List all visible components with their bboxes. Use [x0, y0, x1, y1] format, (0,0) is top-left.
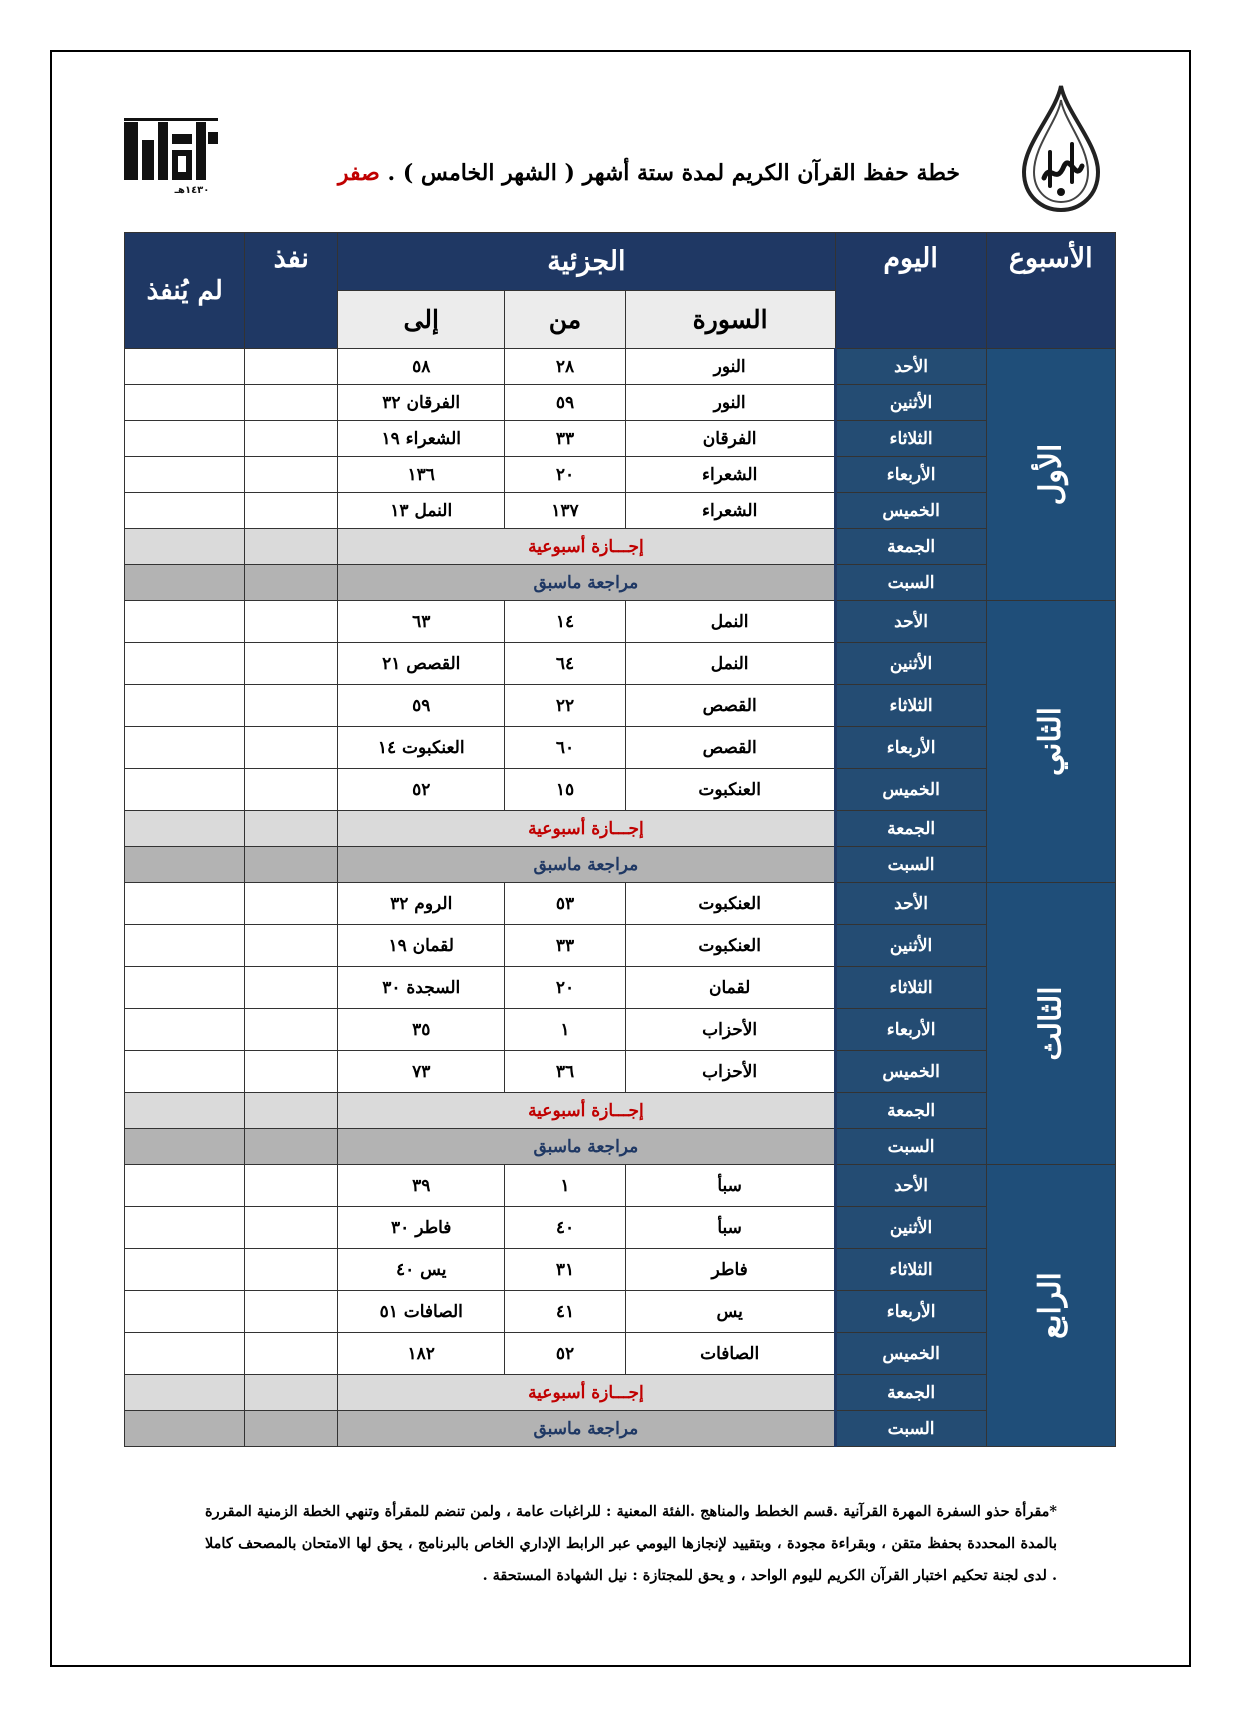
header-from: من	[505, 291, 625, 349]
review-row	[125, 1129, 1116, 1165]
surah-cell: الأحزاب	[625, 1009, 835, 1051]
week-label-cell	[986, 601, 1115, 883]
day-cell: الثلاثاء	[835, 685, 986, 727]
surah-cell: لقمان	[625, 967, 835, 1009]
surah-cell: النور	[625, 349, 835, 385]
week-label: الأول	[1033, 443, 1069, 506]
surah-cell: الفرقان	[625, 421, 835, 457]
plan-row	[125, 349, 1116, 385]
header-day: اليوم	[835, 233, 986, 349]
not-done-checkbox-cell[interactable]	[125, 1207, 245, 1249]
maqraa-drop-logo	[1016, 82, 1106, 214]
day-cell: الأربعاء	[835, 457, 986, 493]
to-cell: ٦٣	[338, 601, 505, 643]
holiday-row	[125, 811, 1116, 847]
weekly-holiday-label: إجـــازة أسبوعية	[338, 811, 836, 847]
to-cell: القصص ٢١	[338, 643, 505, 685]
day-cell: الخميس	[835, 1333, 986, 1375]
institute-logo	[122, 118, 220, 196]
to-cell: العنكبوت ١٤	[338, 727, 505, 769]
day-cell: الأثنين	[835, 385, 986, 421]
plan-row	[125, 643, 1116, 685]
not-done-checkbox-cell[interactable]	[125, 493, 245, 529]
done-checkbox-cell[interactable]	[245, 685, 338, 727]
surah-cell: العنكبوت	[625, 925, 835, 967]
day-cell: الجمعة	[835, 1375, 986, 1411]
plan-row	[125, 727, 1116, 769]
not-done-checkbox-cell	[125, 1129, 245, 1165]
title-text: خطة حفظ القرآن الكريم لمدة ستة أشهر ( الشهر الخامس ) .	[387, 160, 960, 186]
from-cell: ٥٩	[505, 385, 625, 421]
title-month: صفر	[337, 160, 380, 186]
day-cell: الجمعة	[835, 811, 986, 847]
week-label: الثالث	[1033, 986, 1069, 1061]
day-cell: الأحد	[835, 883, 986, 925]
done-checkbox-cell[interactable]	[245, 457, 338, 493]
surah-cell: الأحزاب	[625, 1051, 835, 1093]
plan-row	[125, 457, 1116, 493]
not-done-checkbox-cell[interactable]	[125, 643, 245, 685]
surah-cell: العنكبوت	[625, 883, 835, 925]
header-done: نفذ	[245, 233, 338, 349]
done-checkbox-cell	[245, 847, 338, 883]
plan-row	[125, 883, 1116, 925]
done-checkbox-cell[interactable]	[245, 769, 338, 811]
not-done-checkbox-cell[interactable]	[125, 727, 245, 769]
not-done-checkbox-cell	[125, 529, 245, 565]
done-checkbox-cell[interactable]	[245, 601, 338, 643]
surah-cell: الشعراء	[625, 457, 835, 493]
plan-row	[125, 1249, 1116, 1291]
day-cell: الأثنين	[835, 643, 986, 685]
to-cell: ٥٢	[338, 769, 505, 811]
from-cell: ٢٠	[505, 967, 625, 1009]
done-checkbox-cell	[245, 565, 338, 601]
review-row	[125, 847, 1116, 883]
from-cell: ٣٣	[505, 925, 625, 967]
header-week: الأسبوع	[986, 233, 1115, 349]
plan-row	[125, 601, 1116, 643]
week-label: الثاني	[1033, 706, 1069, 777]
to-cell: ٥٨	[338, 349, 505, 385]
not-done-checkbox-cell	[125, 1093, 245, 1129]
header-not-done: لم يُنفذ	[125, 233, 245, 349]
day-cell: الثلاثاء	[835, 421, 986, 457]
page-title	[260, 150, 960, 196]
surah-cell: العنكبوت	[625, 769, 835, 811]
day-cell: الخميس	[835, 493, 986, 529]
from-cell: ٣٦	[505, 1051, 625, 1093]
not-done-checkbox-cell[interactable]	[125, 421, 245, 457]
done-checkbox-cell[interactable]	[245, 727, 338, 769]
done-checkbox-cell[interactable]	[245, 1009, 338, 1051]
day-cell: الأثنين	[835, 925, 986, 967]
surah-cell: الشعراء	[625, 493, 835, 529]
plan-row	[125, 1009, 1116, 1051]
day-cell: السبت	[835, 1411, 986, 1447]
not-done-checkbox-cell[interactable]	[125, 1333, 245, 1375]
done-checkbox-cell[interactable]	[245, 421, 338, 457]
plan-row	[125, 1165, 1116, 1207]
done-checkbox-cell[interactable]	[245, 1207, 338, 1249]
day-cell: السبت	[835, 565, 986, 601]
from-cell: ٥٢	[505, 1333, 625, 1375]
done-checkbox-cell[interactable]	[245, 967, 338, 1009]
done-checkbox-cell	[245, 529, 338, 565]
review-label: مراجعة ماسبق	[338, 847, 836, 883]
done-checkbox-cell	[245, 1375, 338, 1411]
day-cell: السبت	[835, 1129, 986, 1165]
done-checkbox-cell[interactable]	[245, 925, 338, 967]
from-cell: ١	[505, 1009, 625, 1051]
not-done-checkbox-cell[interactable]	[125, 883, 245, 925]
from-cell: ٥٣	[505, 883, 625, 925]
from-cell: ٤٠	[505, 1207, 625, 1249]
done-checkbox-cell[interactable]	[245, 493, 338, 529]
from-cell: ٢٨	[505, 349, 625, 385]
holiday-row	[125, 1375, 1116, 1411]
not-done-checkbox-cell[interactable]	[125, 967, 245, 1009]
plan-row	[125, 769, 1116, 811]
done-checkbox-cell[interactable]	[245, 1051, 338, 1093]
day-cell: الثلاثاء	[835, 1249, 986, 1291]
review-row	[125, 565, 1116, 601]
done-checkbox-cell	[245, 1093, 338, 1129]
from-cell: ٣١	[505, 1249, 625, 1291]
weekly-holiday-label: إجـــازة أسبوعية	[338, 1375, 836, 1411]
to-cell: ١٨٢	[338, 1333, 505, 1375]
not-done-checkbox-cell[interactable]	[125, 1249, 245, 1291]
to-cell: لقمان ١٩	[338, 925, 505, 967]
plan-row	[125, 385, 1116, 421]
surah-cell: النمل	[625, 601, 835, 643]
week-label-cell	[986, 1165, 1115, 1447]
to-cell: الصافات ٥١	[338, 1291, 505, 1333]
to-cell: النمل ١٣	[338, 493, 505, 529]
week-label-cell	[986, 349, 1115, 601]
not-done-checkbox-cell	[125, 811, 245, 847]
not-done-checkbox-cell[interactable]	[125, 925, 245, 967]
plan-row	[125, 967, 1116, 1009]
review-label: مراجعة ماسبق	[338, 565, 836, 601]
to-cell: الفرقان ٣٢	[338, 385, 505, 421]
holiday-row	[125, 1093, 1116, 1129]
day-cell: الخميس	[835, 769, 986, 811]
week-label-cell	[986, 883, 1115, 1165]
day-cell: الأربعاء	[835, 1291, 986, 1333]
not-done-checkbox-cell[interactable]	[125, 457, 245, 493]
to-cell: ٥٩	[338, 685, 505, 727]
day-cell: الجمعة	[835, 529, 986, 565]
header-surah: السورة	[625, 291, 835, 349]
day-cell: الأحد	[835, 349, 986, 385]
to-cell: الروم ٣٢	[338, 883, 505, 925]
done-checkbox-cell	[245, 811, 338, 847]
from-cell: ١	[505, 1165, 625, 1207]
day-cell: الأثنين	[835, 1207, 986, 1249]
done-checkbox-cell	[245, 1411, 338, 1447]
review-label: مراجعة ماسبق	[338, 1411, 836, 1447]
from-cell: ٦٠	[505, 727, 625, 769]
surah-cell: القصص	[625, 685, 835, 727]
not-done-checkbox-cell	[125, 565, 245, 601]
surah-cell: سبأ	[625, 1207, 835, 1249]
logo-year-text: ١٤٣٠هـ	[174, 185, 210, 196]
from-cell: ١٤	[505, 601, 625, 643]
footer-note: *مقرأة حذو السفرة المهرة القرآنية .قسم الخطط والمناهج .الفئة المعنية : للراغبات عامة ، ولمن تنضم للمقرأة وتنهي الخطة الزمنية المقررة بالمدة المحددة بحفظ متقن ، وبقراءة مجودة ، وبتقييد لإنجازها اليومي عبر الرابط الإداري الخاص بالبرنامج ، يحق لها الامتحان بالمصحف كاملا . لدى لجنة تحكيم اختبار القرآن الكريم لليوم الواحد ، و يحق للمجتازة : نيل الشهادة المستحقة .	[205, 1503, 1057, 1584]
day-cell: الأحد	[835, 601, 986, 643]
plan-row	[125, 1051, 1116, 1093]
surah-cell: الصافات	[625, 1333, 835, 1375]
from-cell: ٢٠	[505, 457, 625, 493]
to-cell: ١٣٦	[338, 457, 505, 493]
to-cell: فاطر ٣٠	[338, 1207, 505, 1249]
not-done-checkbox-cell[interactable]	[125, 349, 245, 385]
plan-row	[125, 421, 1116, 457]
from-cell: ٦٤	[505, 643, 625, 685]
not-done-checkbox-cell	[125, 1375, 245, 1411]
done-checkbox-cell[interactable]	[245, 1291, 338, 1333]
surah-cell: يس	[625, 1291, 835, 1333]
day-cell: الثلاثاء	[835, 967, 986, 1009]
day-cell: الأحد	[835, 1165, 986, 1207]
plan-row	[125, 493, 1116, 529]
surah-cell: سبأ	[625, 1165, 835, 1207]
from-cell: ١٥	[505, 769, 625, 811]
surah-cell: النمل	[625, 643, 835, 685]
surah-cell: فاطر	[625, 1249, 835, 1291]
not-done-checkbox-cell[interactable]	[125, 1009, 245, 1051]
to-cell: ٣٩	[338, 1165, 505, 1207]
not-done-checkbox-cell[interactable]	[125, 1051, 245, 1093]
plan-row	[125, 1291, 1116, 1333]
done-checkbox-cell	[245, 1129, 338, 1165]
from-cell: ٢٢	[505, 685, 625, 727]
not-done-checkbox-cell[interactable]	[125, 1291, 245, 1333]
day-cell: الأربعاء	[835, 1009, 986, 1051]
to-cell: السجدة ٣٠	[338, 967, 505, 1009]
to-cell: الشعراء ١٩	[338, 421, 505, 457]
week-label: الرابع	[1033, 1272, 1069, 1339]
holiday-row	[125, 529, 1116, 565]
surah-cell: النور	[625, 385, 835, 421]
not-done-checkbox-cell[interactable]	[125, 385, 245, 421]
done-checkbox-cell[interactable]	[245, 1165, 338, 1207]
plan-row	[125, 925, 1116, 967]
from-cell: ٤١	[505, 1291, 625, 1333]
plan-row	[125, 685, 1116, 727]
done-checkbox-cell[interactable]	[245, 643, 338, 685]
not-done-checkbox-cell	[125, 1411, 245, 1447]
not-done-checkbox-cell	[125, 847, 245, 883]
from-cell: ٣٣	[505, 421, 625, 457]
not-done-checkbox-cell[interactable]	[125, 685, 245, 727]
not-done-checkbox-cell[interactable]	[125, 769, 245, 811]
plan-row	[125, 1333, 1116, 1375]
plan-row	[125, 1207, 1116, 1249]
done-checkbox-cell[interactable]	[245, 883, 338, 925]
to-cell: ٣٥	[338, 1009, 505, 1051]
to-cell: ٧٣	[338, 1051, 505, 1093]
header-portion: الجزئية	[338, 233, 836, 291]
done-checkbox-cell[interactable]	[245, 1249, 338, 1291]
header-to: إلى	[338, 291, 505, 349]
done-checkbox-cell[interactable]	[245, 349, 338, 385]
review-label: مراجعة ماسبق	[338, 1129, 836, 1165]
to-cell: يس ٤٠	[338, 1249, 505, 1291]
done-checkbox-cell[interactable]	[245, 1333, 338, 1375]
not-done-checkbox-cell[interactable]	[125, 601, 245, 643]
weekly-holiday-label: إجـــازة أسبوعية	[338, 1093, 836, 1129]
day-cell: الجمعة	[835, 1093, 986, 1129]
done-checkbox-cell[interactable]	[245, 385, 338, 421]
surah-cell: القصص	[625, 727, 835, 769]
day-cell: السبت	[835, 847, 986, 883]
weekly-holiday-label: إجـــازة أسبوعية	[338, 529, 836, 565]
day-cell: الخميس	[835, 1051, 986, 1093]
not-done-checkbox-cell[interactable]	[125, 1165, 245, 1207]
memorization-plan-table	[124, 232, 1116, 1447]
day-cell: الأربعاء	[835, 727, 986, 769]
review-row	[125, 1411, 1116, 1447]
from-cell: ١٣٧	[505, 493, 625, 529]
